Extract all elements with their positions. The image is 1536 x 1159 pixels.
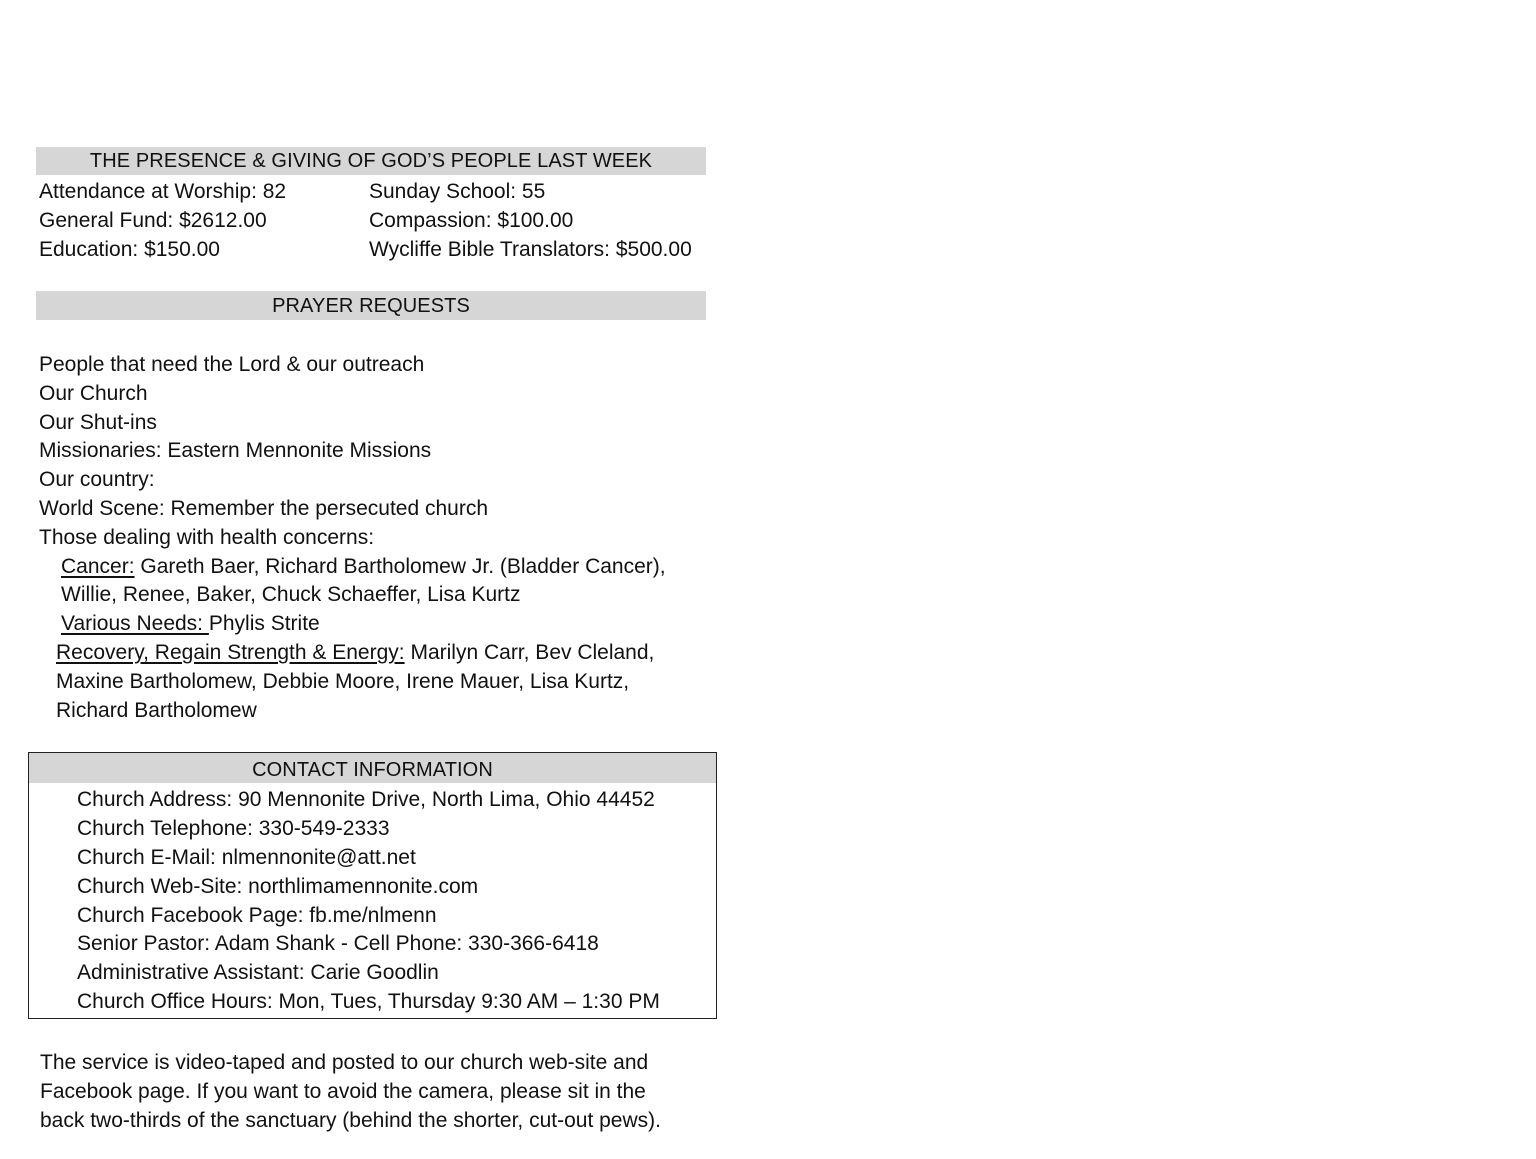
church-telephone: Church Telephone: 330-549-2333	[77, 816, 390, 840]
giving-row	[39, 206, 719, 235]
various-needs-line	[39, 610, 719, 639]
prayer-item: Our Church	[39, 381, 148, 405]
prayer-list	[39, 351, 719, 725]
recovery-names: Marilyn Carr, Bev Cleland,	[404, 640, 655, 664]
contact-box	[28, 752, 717, 1019]
contact-section-header: CONTACT INFORMATION	[29, 753, 716, 783]
church-facebook: Church Facebook Page: fb.me/nlmenn	[77, 903, 437, 927]
prayer-item: People that need the Lord & our outreach	[39, 353, 425, 376]
various-needs-names: Phylis Strite	[208, 612, 320, 636]
recovery-label: Recovery, Regain Strength & Energy:	[56, 640, 405, 664]
giving-section-header: THE PRESENCE & GIVING OF GOD’S PEOPLE LAST WEEK	[36, 147, 706, 175]
video-notice-line: back two-thirds of the sanctuary (behind the shorter, cut-out pews).	[40, 1109, 661, 1132]
giving-row	[39, 235, 719, 264]
various-needs-label: Various Needs:	[61, 612, 209, 636]
education: Education: $150.00	[39, 238, 220, 261]
cancer-line-2: Willie, Renee, Baker, Chuck Schaeffer, Lisa Kurtz	[61, 583, 521, 607]
prayer-item: Our country:	[39, 468, 155, 492]
attendance-worship: Attendance at Worship: 82	[39, 180, 287, 203]
administrative-assistant: Administrative Assistant: Carie Goodlin	[77, 961, 439, 985]
prayer-section-header: PRAYER REQUESTS	[36, 291, 706, 320]
cancer-names: Gareth Baer, Richard Bartholomew Jr. (Bladder Cancer),	[134, 554, 666, 578]
senior-pastor: Senior Pastor: Adam Shank - Cell Phone: 330-366-6418	[77, 932, 599, 956]
church-address: Church Address: 90 Mennonite Drive, North Lima, Ohio 44452	[77, 788, 655, 811]
church-email: Church E-Mail: nlmennonite@att.net	[77, 845, 416, 869]
general-fund: General Fund: $2612.00	[39, 209, 267, 232]
prayer-item: World Scene: Remember the persecuted church	[39, 496, 488, 520]
giving-row	[39, 177, 719, 206]
cancer-label: Cancer:	[61, 554, 135, 578]
video-notice-line: The service is video-taped and posted to our church web-site and	[40, 1051, 649, 1074]
recovery-line-3: Richard Bartholomew	[56, 698, 257, 722]
prayer-item: Missionaries: Eastern Mennonite Missions	[39, 439, 432, 463]
video-notice-line: Facebook page. If you want to avoid the camera, please sit in the	[40, 1080, 646, 1103]
church-website: Church Web-Site: northlimamennonite.com	[77, 874, 479, 898]
cancer-line-1	[39, 553, 719, 582]
office-hours: Church Office Hours: Mon, Tues, Thursday 9:30 AM – 1:30 PM	[77, 990, 660, 1014]
compassion: Compassion: $100.00	[369, 209, 574, 232]
prayer-item: Those dealing with health concerns:	[39, 525, 375, 549]
wycliffe-bible-translators: Wycliffe Bible Translators: $500.00	[369, 238, 692, 261]
video-notice	[40, 1048, 740, 1135]
sunday-school: Sunday School: 55	[369, 180, 546, 203]
contact-list	[77, 786, 660, 1017]
giving-table	[39, 177, 719, 264]
recovery-line-1	[39, 639, 719, 668]
recovery-line-2: Maxine Bartholomew, Debbie Moore, Irene Mauer, Lisa Kurtz,	[56, 669, 630, 693]
prayer-item: Our Shut-ins	[39, 410, 157, 434]
